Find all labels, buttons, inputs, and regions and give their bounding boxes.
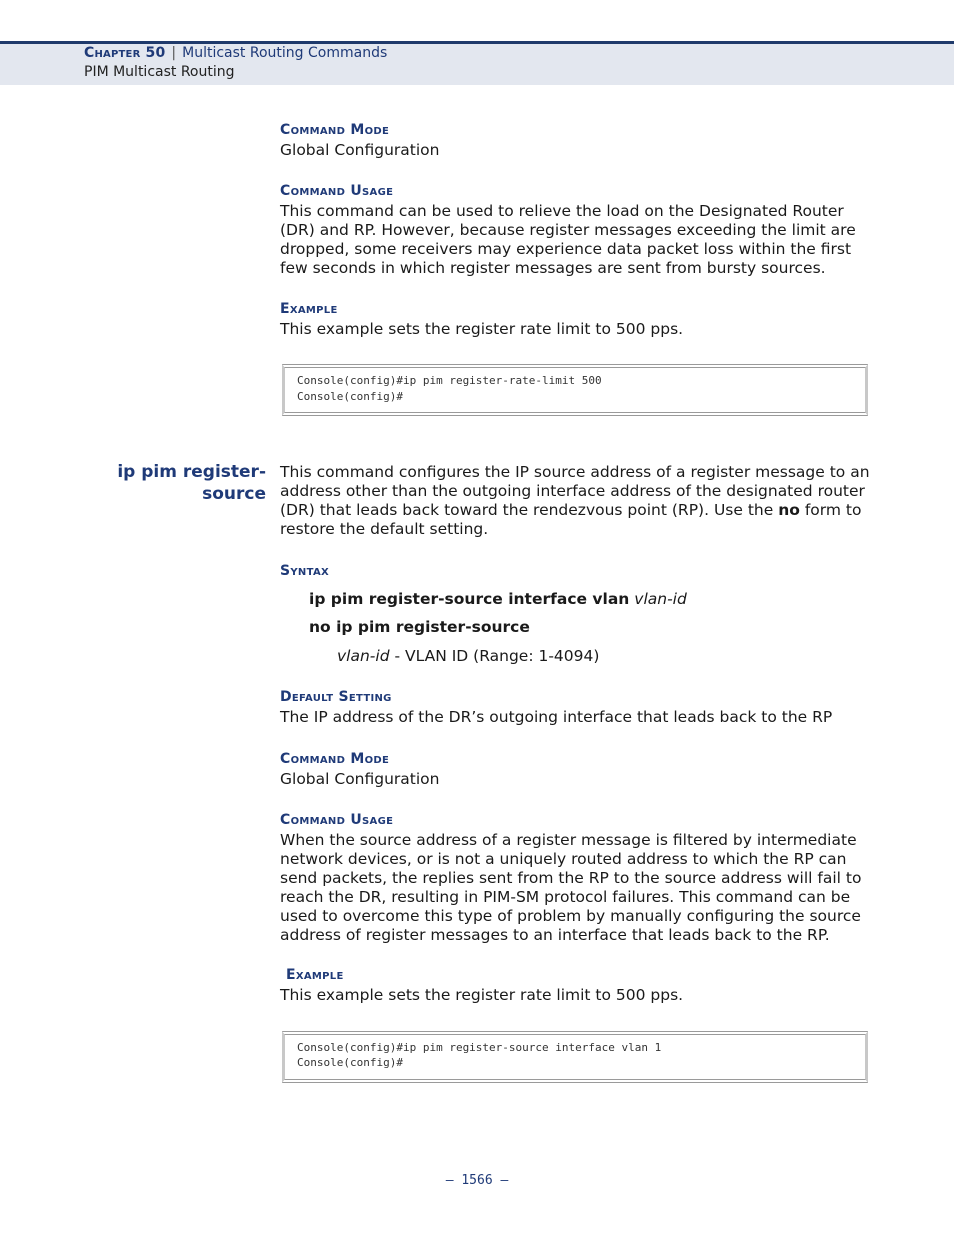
header-separator: | [171,45,177,61]
command-mode-heading: Command Mode [280,122,390,138]
example-heading: Example [280,301,338,317]
description-text: This command configures the IP source address of a register message to an address other than the outgoing interface address of the designated router (DR) that leads back toward the rendezvous point (RP). Use the [280,463,870,519]
command-title-line: ip pim register- [117,462,266,482]
command-title-line: source [202,484,266,504]
syntax-command: no ip pim register-source [309,618,530,636]
description-text: form to restore the default setting. [280,501,862,538]
example-text: This example sets the register rate limit to 500 pps. [280,320,684,338]
chapter-heading [84,45,387,61]
code-line: Console(config)# [297,1056,403,1069]
syntax-heading: Syntax [280,563,329,579]
command-title [117,461,266,505]
parameter-description [337,647,599,665]
parameter-name: vlan-id [337,647,390,665]
chapter-title: Multicast Routing Commands [182,45,388,61]
command-mode-heading: Command Mode [280,751,390,767]
example-text: This example sets the register rate limit to 500 pps. [280,986,684,1004]
command-usage-heading: Command Usage [280,183,394,199]
command-mode-text: Global Configuration [280,141,440,159]
command-usage-text: When the source address of a register message is filtered by intermediate network devices, or is not a uniquely routed address to which the RP can send packets, the replies sent from the RP to the source address will fail to reach the DR, resulting in PIM-SM protocol failures. This command can be used to overcome this type of problem by manually configuring the source address of register messages to an interface that leads back to the RP. [280,831,862,944]
default-setting-text: The IP address of the DR’s outgoing interface that leads back to the RP [280,708,833,726]
command-usage-heading: Command Usage [280,812,394,828]
chapter-number: Chapter 50 [84,45,166,61]
syntax-line [309,618,530,636]
code-line: Console(config)# [297,390,403,403]
section-title: PIM Multicast Routing [84,64,235,80]
description-keyword: no [778,501,800,519]
code-line: Console(config)#ip pim register-source interface vlan 1 [297,1041,662,1054]
code-example-box [282,364,868,416]
code-example-box [282,1031,868,1083]
example-heading: Example [286,967,344,983]
code-line: Console(config)#ip pim register-rate-limit 500 [297,374,602,387]
command-description [280,463,870,539]
page-number: – 1566 – [445,1173,509,1188]
default-setting-heading: Default Setting [280,689,392,705]
syntax-parameter: vlan-id [634,590,687,608]
syntax-line [309,590,687,608]
command-usage-text: This command can be used to relieve the load on the Designated Router (DR) and RP. However, because register messages exceeding the limit are dropped, some receivers may experience data packet loss within the first few seconds in which register messages are sent from bursty sources. [280,202,856,277]
syntax-command: ip pim register-source interface vlan [309,590,630,608]
command-mode-text: Global Configuration [280,770,440,788]
parameter-text: - VLAN ID (Range: 1-4094) [389,647,600,665]
